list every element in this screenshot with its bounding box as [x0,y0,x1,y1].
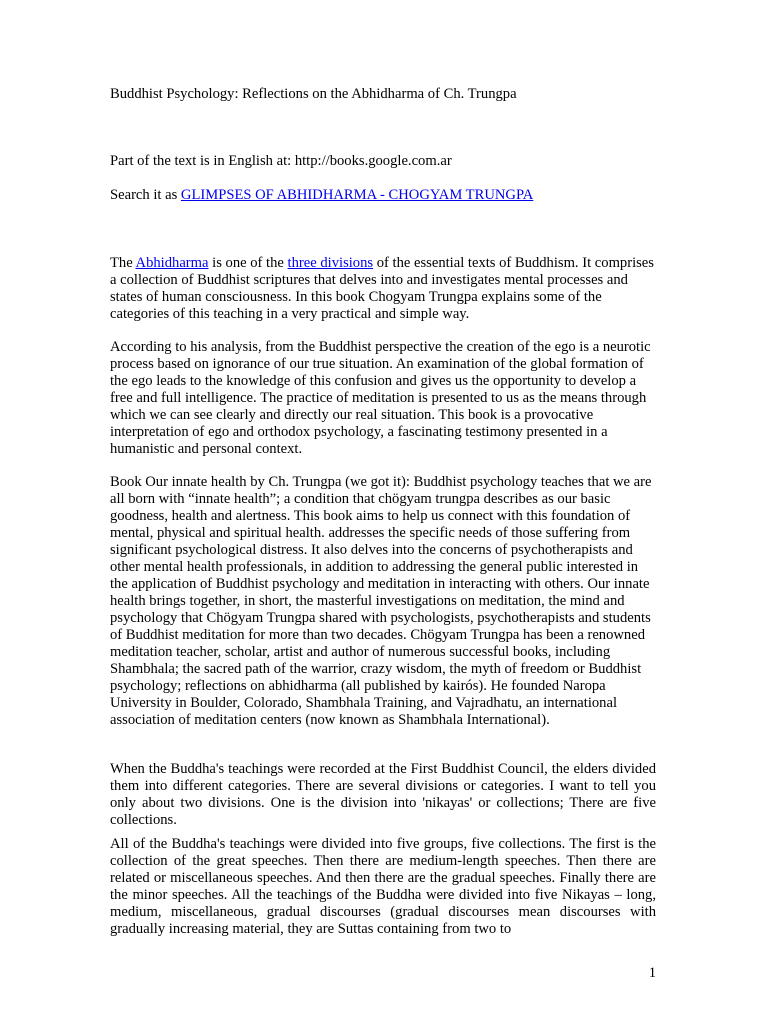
source-note: Part of the text is in English at: http://books.google.com.ar [110,153,452,169]
intro-text-3: of the essential texts of Buddhism. It comprises a collection of Buddhist scriptures that delves into and investigates mental processes and states of human consciousness. In this book Chogyam Trungpa explains some of the categories of this teaching in a very practical and simple way. [110,255,654,322]
intro-paragraph [110,255,656,323]
ego-paragraph: According to his analysis, from the Buddhist perspective the creation of the ego is a neurotic process based on ignorance of our true situation. An examination of the global formation of the ego leads to the knowledge of this confusion and gives us the opportunity to develop a free and full intelligence. The practice of meditation is presented to us as the means through which we can see clearly and directly our real situation. This book is a provocative interpretation of ego and orthodox psychology, a fascinating testimony presented in a humanistic and personal context. [110,339,651,457]
buddhist-council-paragraph: When the Buddha's teachings were recorded at the First Buddhist Council, the elders divided them into different categories. There are several divisions or categories. I want to tell you only about two divisions. One is the division into 'nikayas' or collections; There are five collections. [110,761,656,828]
page-number: 1 [648,965,656,981]
search-hint [110,187,656,204]
search-link[interactable]: GLIMPSES OF ABHIDHARMA - CHOGYAM TRUNGPA [180,187,534,203]
abhidharma-link[interactable]: Abhidharma [135,255,209,271]
innate-health-paragraph: Book Our innate health by Ch. Trungpa (we got it): Buddhist psychology teaches that we are all born with “innate health”; a condition that chögyam trungpa describes as our basic goodness, health and alertness. This book aims to help us connect with this foundation of mental, physical and spiritual health. addresses the specific needs of those suffering from significant psychological distress. It also delves into the concerns of psychotherapists and other mental health professionals, in addition to addressing the general public interested in the application of Buddhist psychology and meditation in interacting with others. Our innate health brings together, in short, the masterful investigations on meditation, the mind and psychology that Chögyam Trungpa shared with psychologists, psychotherapists and students of Buddhist meditation for more than two decades. Chögyam Trungpa has been a renowned meditation teacher, scholar, artist and author of numerous successful books, including Shambhala; the sacred path of the warrior, crazy wisdom, the myth of freedom or Buddhist psychology; reflections on abhidharma (all published by kairós). He founded Naropa University in Boulder, Colorado, Shambhala Training, and Vajradhatu, an international association of meditation centers (now known as Shambhala International). [110,474,652,728]
three-divisions-link[interactable]: three divisions [287,255,374,271]
document-title: Buddhist Psychology: Reflections on the Abhidharma of Ch. Trungpa [110,86,517,102]
intro-text-1: The [110,255,136,271]
search-prefix: Search it as [110,187,181,203]
intro-text-2: is one of the [208,255,288,271]
five-collections-paragraph: All of the Buddha's teachings were divided into five groups, five collections. The first is the collection of the great speeches. Then there are medium-length speeches. Then there are related or miscellaneous speeches. And then there are the gradual speeches. Finally there are the minor speeches. All the teachings of the Buddha were divided into five Nikayas – long, medium, miscellaneous, gradual discourses (gradual discourses mean discourses with gradually increasing material, they are Suttas containing from two to [110,836,656,937]
